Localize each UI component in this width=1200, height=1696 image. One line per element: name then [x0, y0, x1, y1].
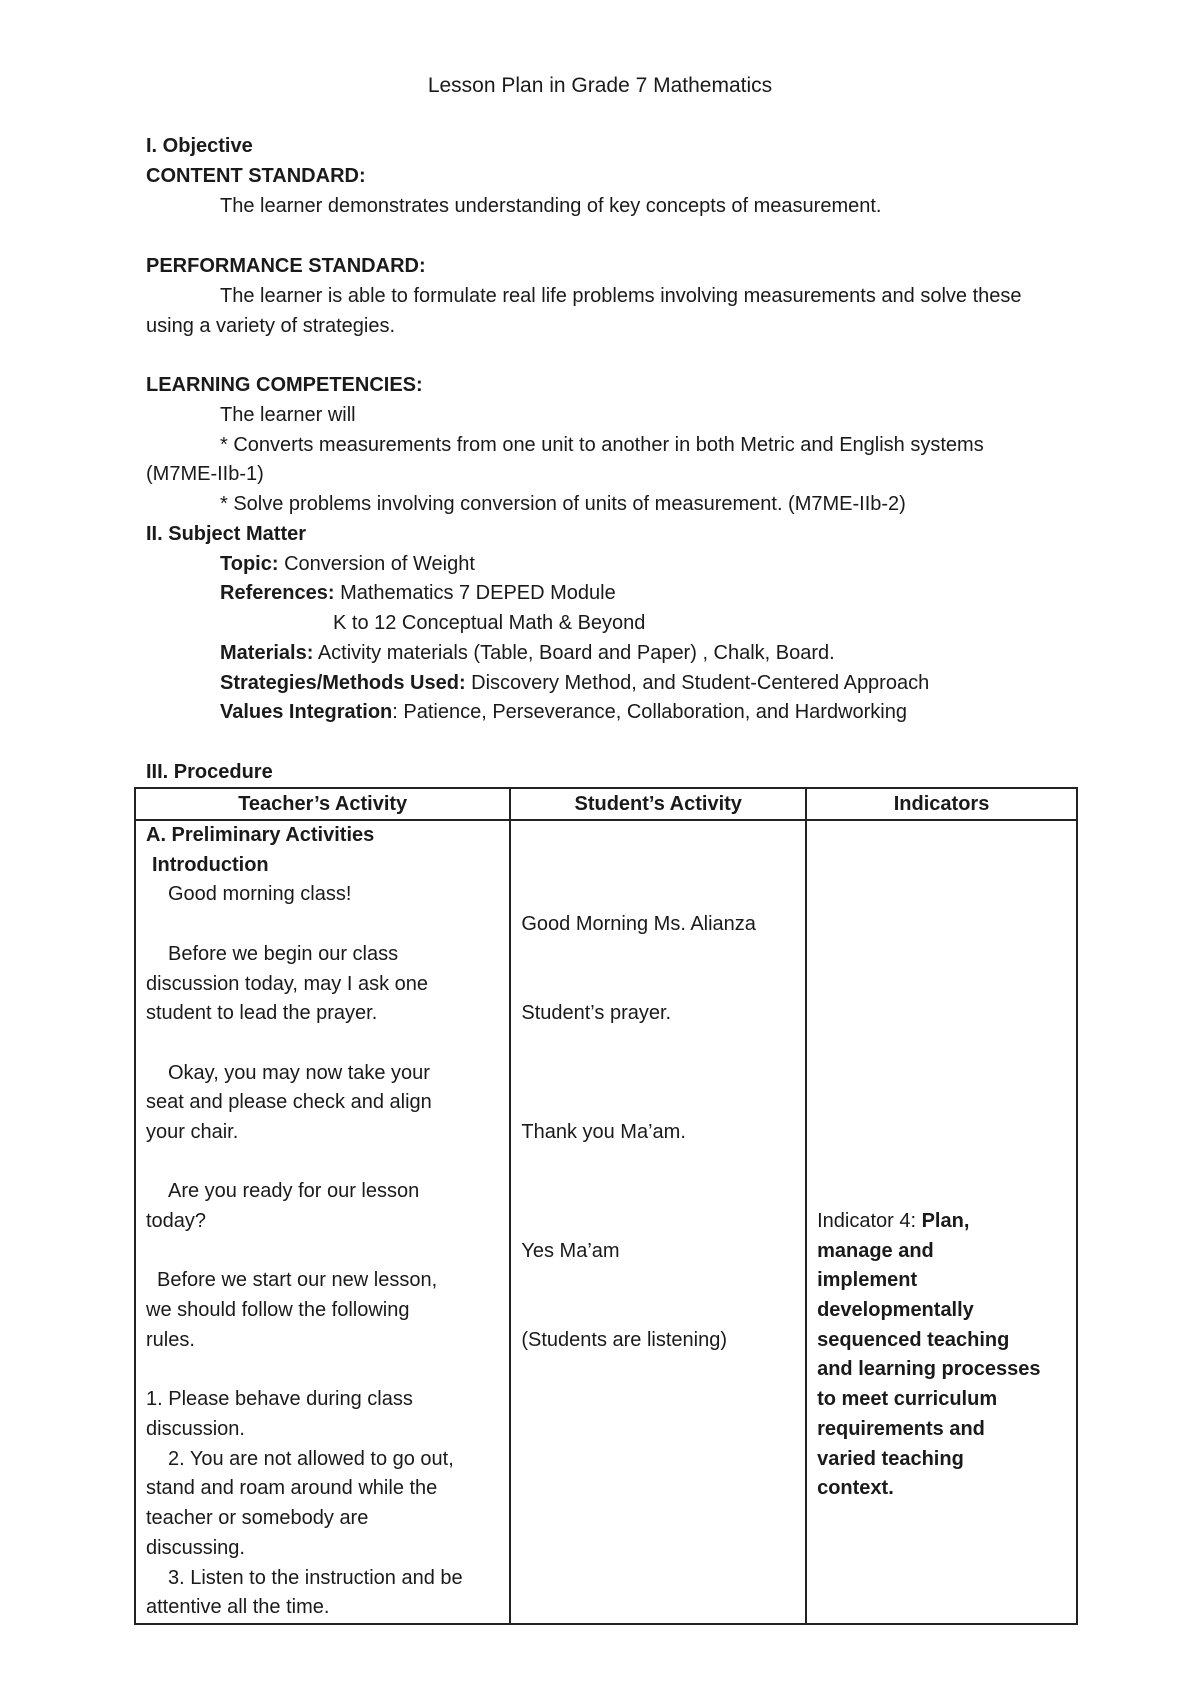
content-standard-text: The learner demonstrates understanding of key concepts of measurement. — [220, 195, 882, 217]
performance-standard-label: PERFORMANCE STANDARD: — [146, 255, 426, 277]
references-line — [146, 578, 616, 608]
competency-2: * Solve problems involving conversion of units of measurement. (M7ME-IIb-2) — [220, 493, 906, 515]
indicator-text-9: varied teaching — [817, 1447, 964, 1470]
indicator-line-1 — [817, 1207, 1066, 1237]
topic-label: Topic: — [220, 553, 279, 575]
student-activity-cell — [510, 820, 806, 1624]
indicator-text-10: context. — [817, 1477, 894, 1500]
header-indicators: Indicators — [806, 788, 1077, 820]
procedure-table-row — [135, 820, 1077, 1624]
materials-value: Activity materials (Table, Board and Paper) , Chalk, Board. — [313, 642, 835, 664]
materials-label: Materials: — [220, 642, 314, 664]
indicator-text-8: requirements and — [817, 1417, 985, 1440]
materials-line — [146, 638, 835, 668]
document-title: Lesson Plan in Grade 7 Mathematics — [427, 74, 773, 97]
rule-3-line2: attentive all the time. — [146, 1596, 330, 1619]
teacher-rules-line1: Before we start our new lesson, — [157, 1269, 438, 1292]
performance-standard-line2: using a variety of strategies. — [146, 315, 396, 337]
teacher-ready-line1: Are you ready for our lesson — [168, 1180, 420, 1203]
teacher-ready-line2: today? — [146, 1210, 207, 1233]
values-label: Values Integration — [220, 701, 393, 723]
references-value-2: K to 12 Conceptual Math & Beyond — [333, 612, 646, 634]
teacher-greeting: Good morning class! — [168, 883, 352, 906]
values-line — [146, 697, 907, 727]
student-greeting: Good Morning Ms. Alianza — [521, 913, 756, 936]
teacher-seat-line3: your chair. — [146, 1121, 239, 1143]
rule-2-line4: discussing. — [146, 1536, 245, 1559]
teacher-prayer-line1: Before we begin our class — [168, 942, 399, 965]
procedure-table — [134, 787, 1078, 1625]
competencies-label: LEARNING COMPETENCIES: — [146, 374, 423, 396]
rule-2-line1: 2. You are not allowed to go out, — [168, 1447, 454, 1470]
values-value: : Patience, Perseverance, Collaboration, and Hardworking — [392, 701, 907, 723]
indicator-text-2: manage and — [817, 1239, 934, 1262]
competencies-intro: The learner will — [220, 404, 356, 426]
indicator-text-7: to meet curriculum — [817, 1388, 998, 1411]
header-teacher-activity: Teacher’s Activity — [135, 788, 510, 820]
topic-line — [146, 549, 475, 579]
indicator-label: Indicator 4: — [817, 1209, 922, 1232]
rule-2-line3: teacher or somebody are — [146, 1507, 369, 1530]
student-thanks: Thank you Ma’am. — [521, 1120, 686, 1143]
indicators-cell — [806, 820, 1077, 1624]
procedure-table-header-row — [135, 788, 1077, 820]
references-label: References: — [220, 582, 335, 604]
references-value-1: Mathematics 7 DEPED Module — [334, 582, 616, 604]
subject-matter-heading: II. Subject Matter — [146, 523, 307, 545]
competency-1-line1: * Converts measurements from one unit to another in both Metric and English systems — [220, 434, 984, 456]
teacher-seat-line1: Okay, you may now take your — [168, 1061, 430, 1084]
teacher-seat-line2: seat and please check and align — [146, 1091, 432, 1114]
topic-value: Conversion of Weight — [278, 553, 475, 575]
student-listening: (Students are listening) — [521, 1328, 728, 1351]
strategies-label: Strategies/Methods Used: — [220, 672, 466, 694]
preliminary-activities-heading: A. Preliminary Activities — [146, 824, 375, 846]
indicator-text-6: and learning processes — [817, 1358, 1041, 1381]
strategies-value: Discovery Method, and Student-Centered Approach — [465, 672, 930, 694]
teacher-activity-cell — [135, 820, 510, 1624]
student-prayer: Student’s prayer. — [521, 1002, 672, 1025]
indicator-text-4: developmentally — [817, 1299, 974, 1322]
performance-standard-line1: The learner is able to formulate real life problems involving measurements and solve these — [220, 285, 1022, 307]
objective-heading: I. Objective — [146, 135, 253, 157]
introduction-heading: Introduction — [152, 853, 269, 876]
rule-1-line1: 1. Please behave during class — [146, 1388, 413, 1411]
indicator-text-1: Plan, — [921, 1209, 970, 1232]
procedure-heading: III. Procedure — [146, 761, 273, 783]
content-standard-label: CONTENT STANDARD: — [146, 165, 366, 187]
teacher-rules-line2: we should follow the following — [146, 1299, 410, 1322]
indicator-text-3: implement — [817, 1269, 918, 1292]
indicator-text-5: sequenced teaching — [817, 1328, 1010, 1351]
rule-3-line1: 3. Listen to the instruction and be — [168, 1566, 463, 1589]
strategies-line — [146, 668, 929, 698]
rule-2-line2: stand and roam around while the — [146, 1477, 438, 1500]
rule-1-line2: discussion. — [146, 1417, 245, 1440]
header-student-activity: Student’s Activity — [510, 788, 806, 820]
teacher-rules-line3: rules. — [146, 1328, 195, 1351]
student-yes: Yes Ma’am — [521, 1239, 620, 1262]
teacher-prayer-line3: student to lead the prayer. — [146, 1002, 378, 1025]
competency-1-line2: (M7ME-IIb-1) — [146, 463, 264, 485]
teacher-prayer-line2: discussion today, may I ask one — [146, 972, 428, 995]
